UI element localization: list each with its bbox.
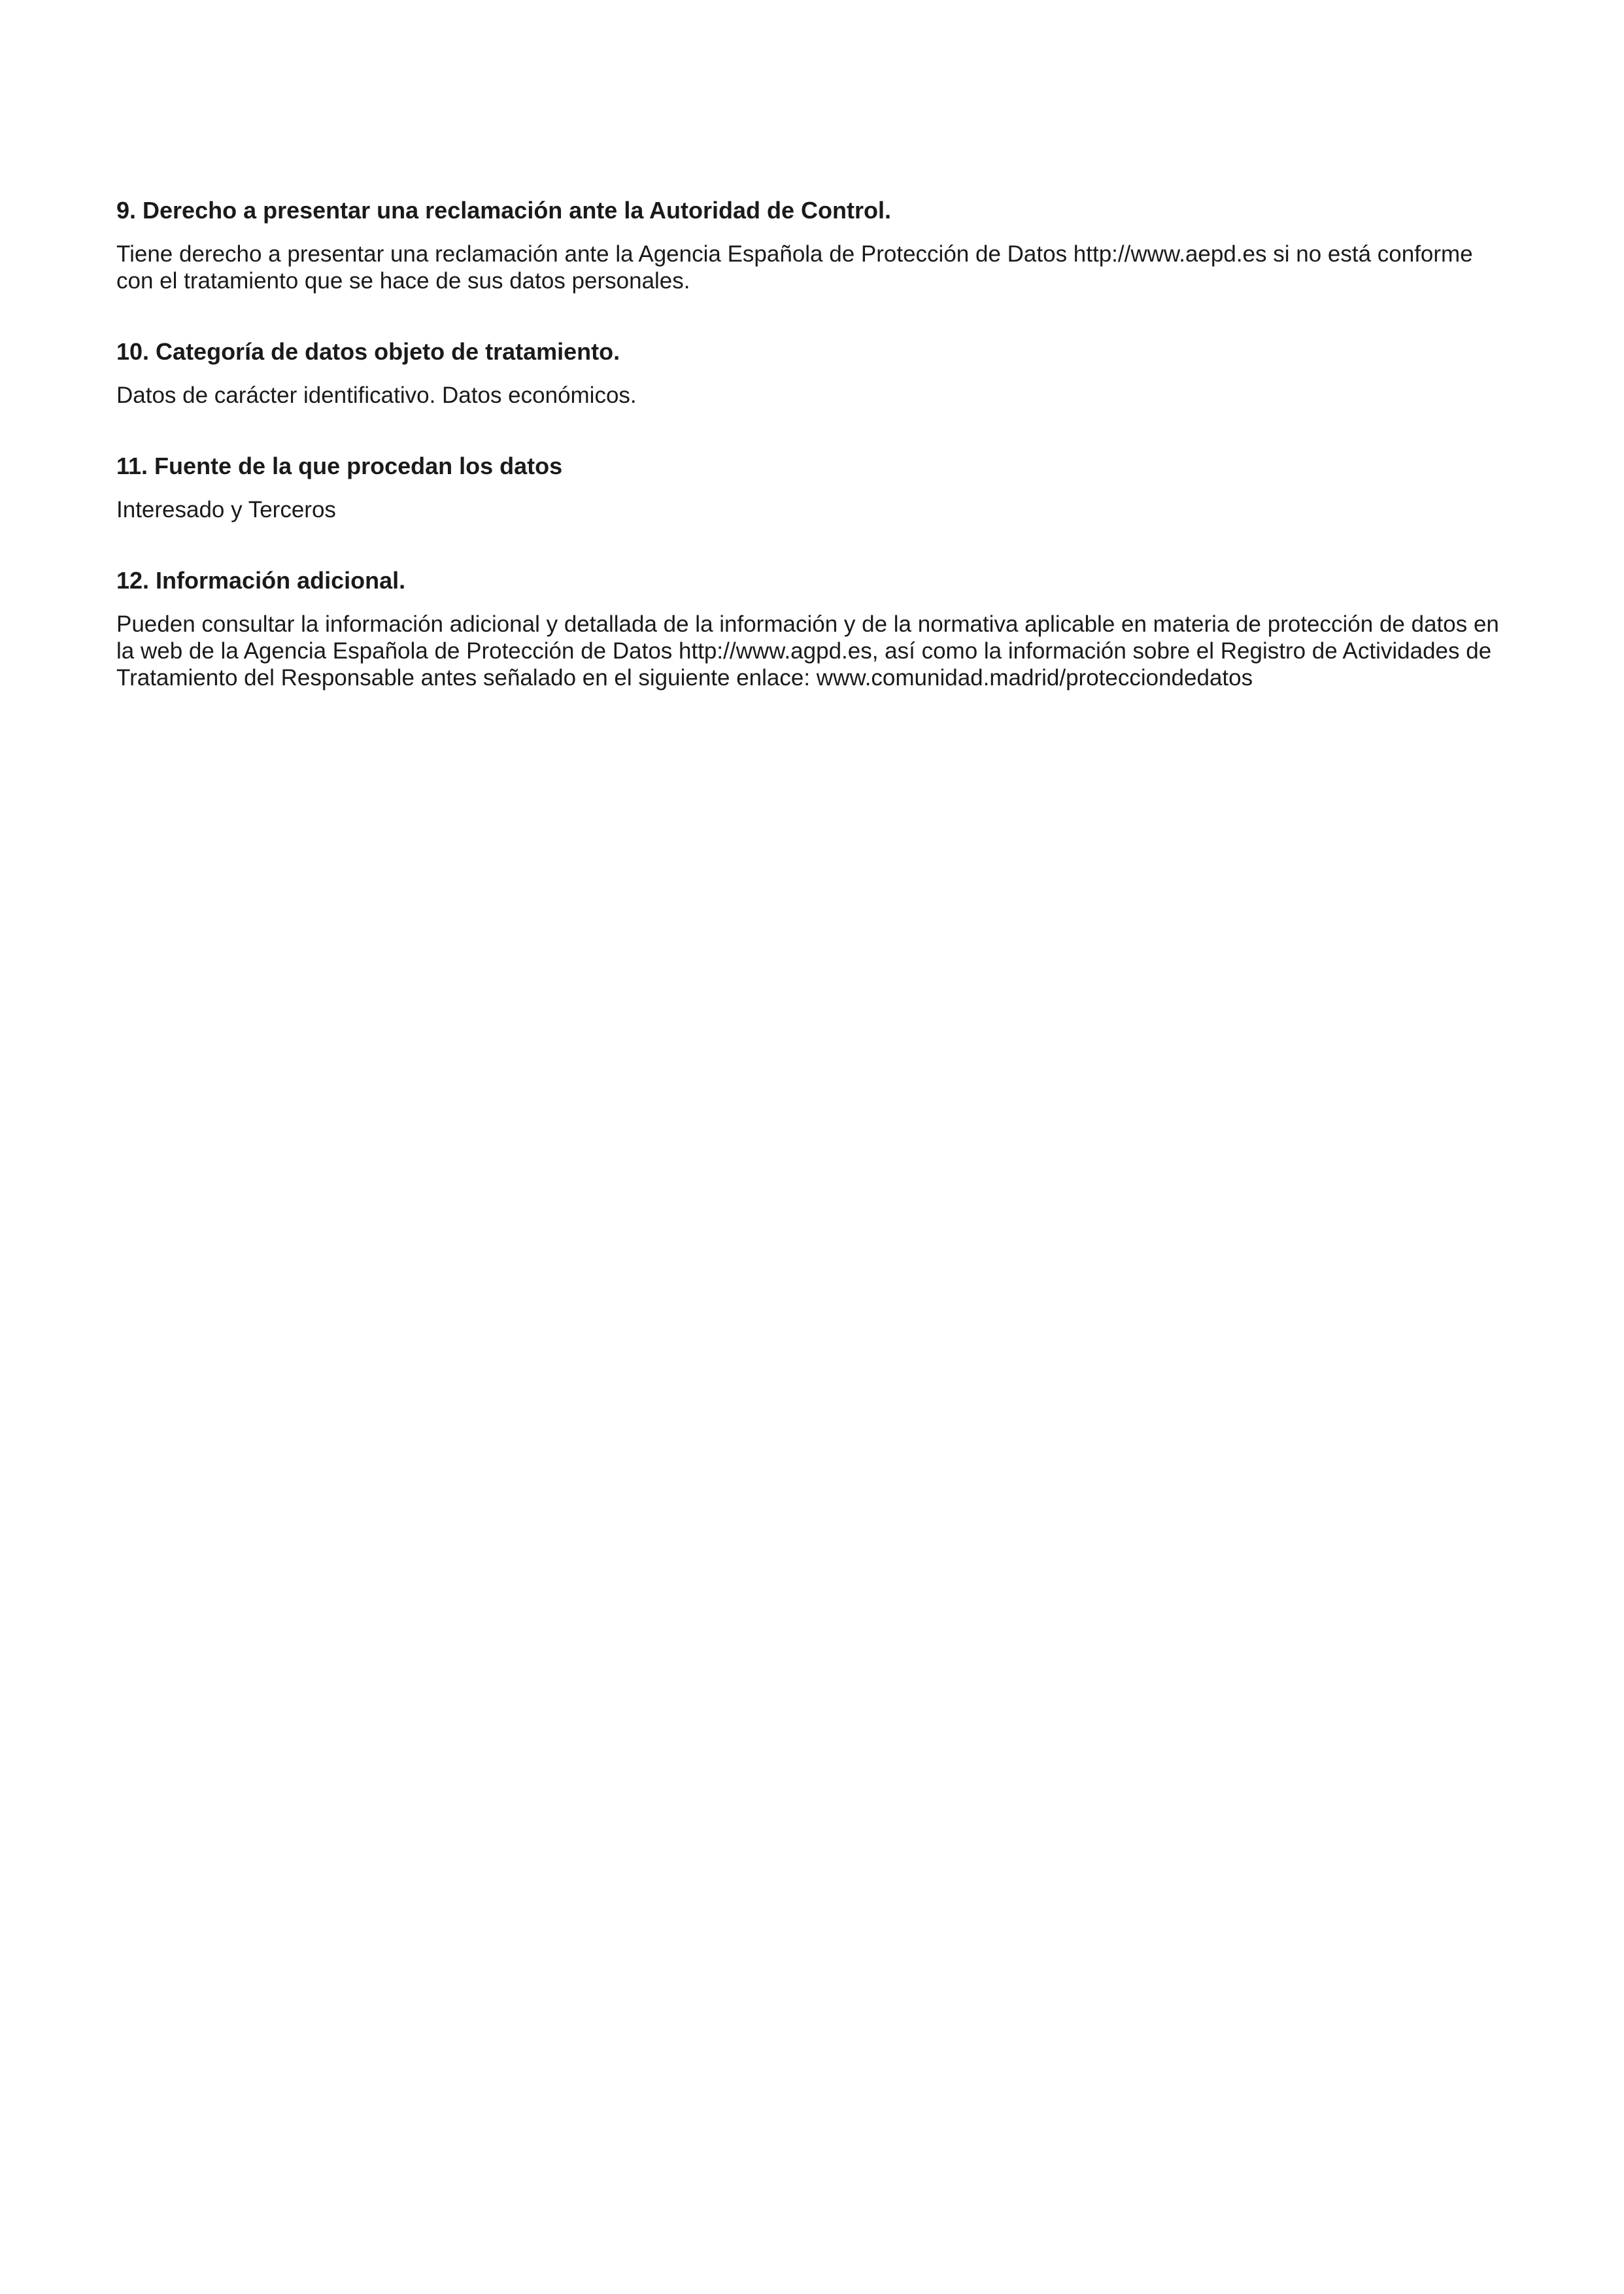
section-heading: 11. Fuente de la que procedan los datos: [116, 453, 563, 479]
section-body: Pueden consultar la información adicional y detallada de la información y de la normativa aplicable en materia de protección de datos en la web de la Agencia Española de Protección de Datos http://www.agpd.es, así como la información sobre el Registro de Actividades de Tratamiento del Responsable antes señalado en el siguiente enlace: www.comunidad.madrid/protecciondedatos: [116, 611, 1499, 691]
section-informacion-adicional: [116, 566, 1529, 691]
section-heading: 9. Derecho a presentar una reclamación ante la Autoridad de Control.: [116, 197, 891, 224]
section-fuente-datos: [116, 452, 1529, 523]
section-body: Interesado y Terceros: [116, 497, 336, 522]
section-derecho-reclamacion: [116, 196, 1529, 294]
section-body: Tiene derecho a presentar una reclamación ante la Agencia Española de Protección de Datos http://www.aepd.es si no está conforme con el tratamiento que se hace de sus datos personales.: [116, 241, 1473, 294]
section-categoria-datos: [116, 337, 1529, 409]
section-heading: 12. Información adicional.: [116, 567, 406, 594]
document-content: [116, 196, 1529, 691]
section-body: Datos de carácter identificativo. Datos económicos.: [116, 383, 637, 408]
section-heading: 10. Categoría de datos objeto de tratamiento.: [116, 338, 620, 365]
